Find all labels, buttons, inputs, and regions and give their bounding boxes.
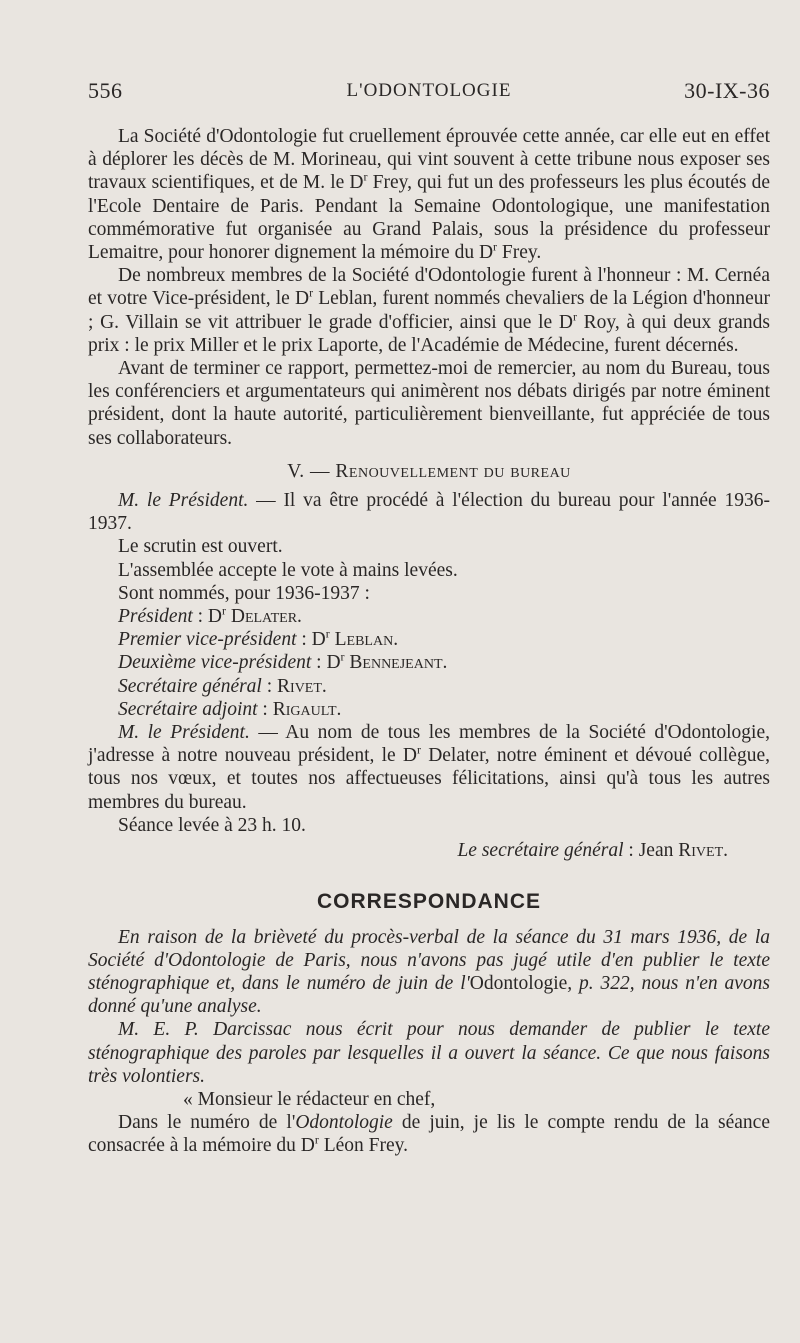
officer-second-vice-president: Deuxième vice-président : $D^r$ Bennejeant. [118,649,448,674]
vote-line-1: Le scrutin est ouvert. [118,536,283,558]
paragraph-deaths: La Société d'Odontologie fut cruellement éprouvée cette année, car elle eut en effet à déplorer les décès de M. Morineau, qui vint souvent à cette tribune nous exposer ses travaux scientifiques, et de M. le $D^r$ Frey, qui fut un des professeurs les plus écoutés de l'Ecole Dentaire de Paris. Pendant la Semaine Odontologique, une manifestation commémorative fut organisée au Grand Palais, sous la présidence du professeur Lemaitre, pour honorer dignement la mémoire du $D^r$ Frey. [88,126,771,264]
correspondance-section [88,926,770,1158]
page-header [88,78,770,108]
issue-date: 30-IX-36 [684,78,770,103]
editor-note: En raison de la brièveté du procès-verbal de la séance du 31 mars 1936, de la Société d'Odontologie de Paris, nous n'avons pas jugé utile d'en publier le texte sténographique et, dans le numéro de juin de l'Odontologie, p. 322, nous n'en avons donné qu'une analyse. [88,926,770,1018]
president-announcement: M. le Président. — Il va être procédé à l'élection du bureau pour l'année 1936-1937. [88,490,770,535]
officer-president: Président : $D^r$ Delater. [118,603,302,628]
officer-general-secretary: Secrétaire général : Rivet. [118,675,327,697]
correspondance-heading: CORRESPONDANCE [316,890,542,914]
letter-body: Dans le numéro de l'Odontologie de juin, je lis le compte rendu de la séance consacrée à la mémoire du $D^r$ Léon Frey. [88,1112,770,1157]
journal-title: L'ODONTOLOGIE [346,80,512,101]
president-address: M. le Président. — Au nom de tous les membres de la Société d'Odontologie, j'adresse à notre nouveau président, le $D^r$ Delater, notre éminent et dévoué collègue, tous nos vœux, et toutes nos affectueuses félicitations, ainsi qu'à tous les autres membres du bureau. [88,722,770,813]
paragraph-honors: De nombreux membres de la Société d'Odontologie furent à l'honneur : M. Cernéa et votre Vice-président, le $D^r$ Leblan, furent nommés chevaliers de la Légion d'honneur ; G. Villain se vit attribuer le grade d'officier, ainsi que le $D^r$ Roy, à qui deux grands prix : le prix Miller et le prix Laporte, de l'Académie de Médecine, furent décernés. [88,265,770,356]
closing-line: Séance levée à 23 h. 10. [118,814,306,836]
officer-assistant-secretary: Secrétaire adjoint : Rigault. [118,698,342,720]
letter-salutation: « Monsieur le rédacteur en chef, [183,1088,436,1110]
paragraph-thanks: Avant de terminer ce rapport, permettez-moi de remercier, au nom du Bureau, tous les conférenciers et argumentateurs qui animèrent nos débats dirigés par notre éminent président, dont la haute autorité, particulièrement bienveillante, fut appréciée de tous ses collaborateurs. [88,358,770,449]
vote-line-2: L'assemblée accepte le vote à mains levées. [118,559,458,581]
page-number: 556 [88,78,123,103]
section-heading: V. — Renouvellement du bureau [287,460,571,482]
editor-note-2: M. E. P. Darcissac nous écrit pour nous demander de publier le texte sténographique des paroles par lesquelles il a ouvert la séance. Ce que nous faisons très volontiers. [88,1019,770,1087]
signature: Le secrétaire général : Jean Rivet. [457,840,728,862]
officer-first-vice-president: Premier vice-président : $D^r$ Leblan. [118,626,399,651]
page-body [88,125,770,1158]
vote-line-3: Sont nommés, pour 1936-1937 : [118,582,370,604]
